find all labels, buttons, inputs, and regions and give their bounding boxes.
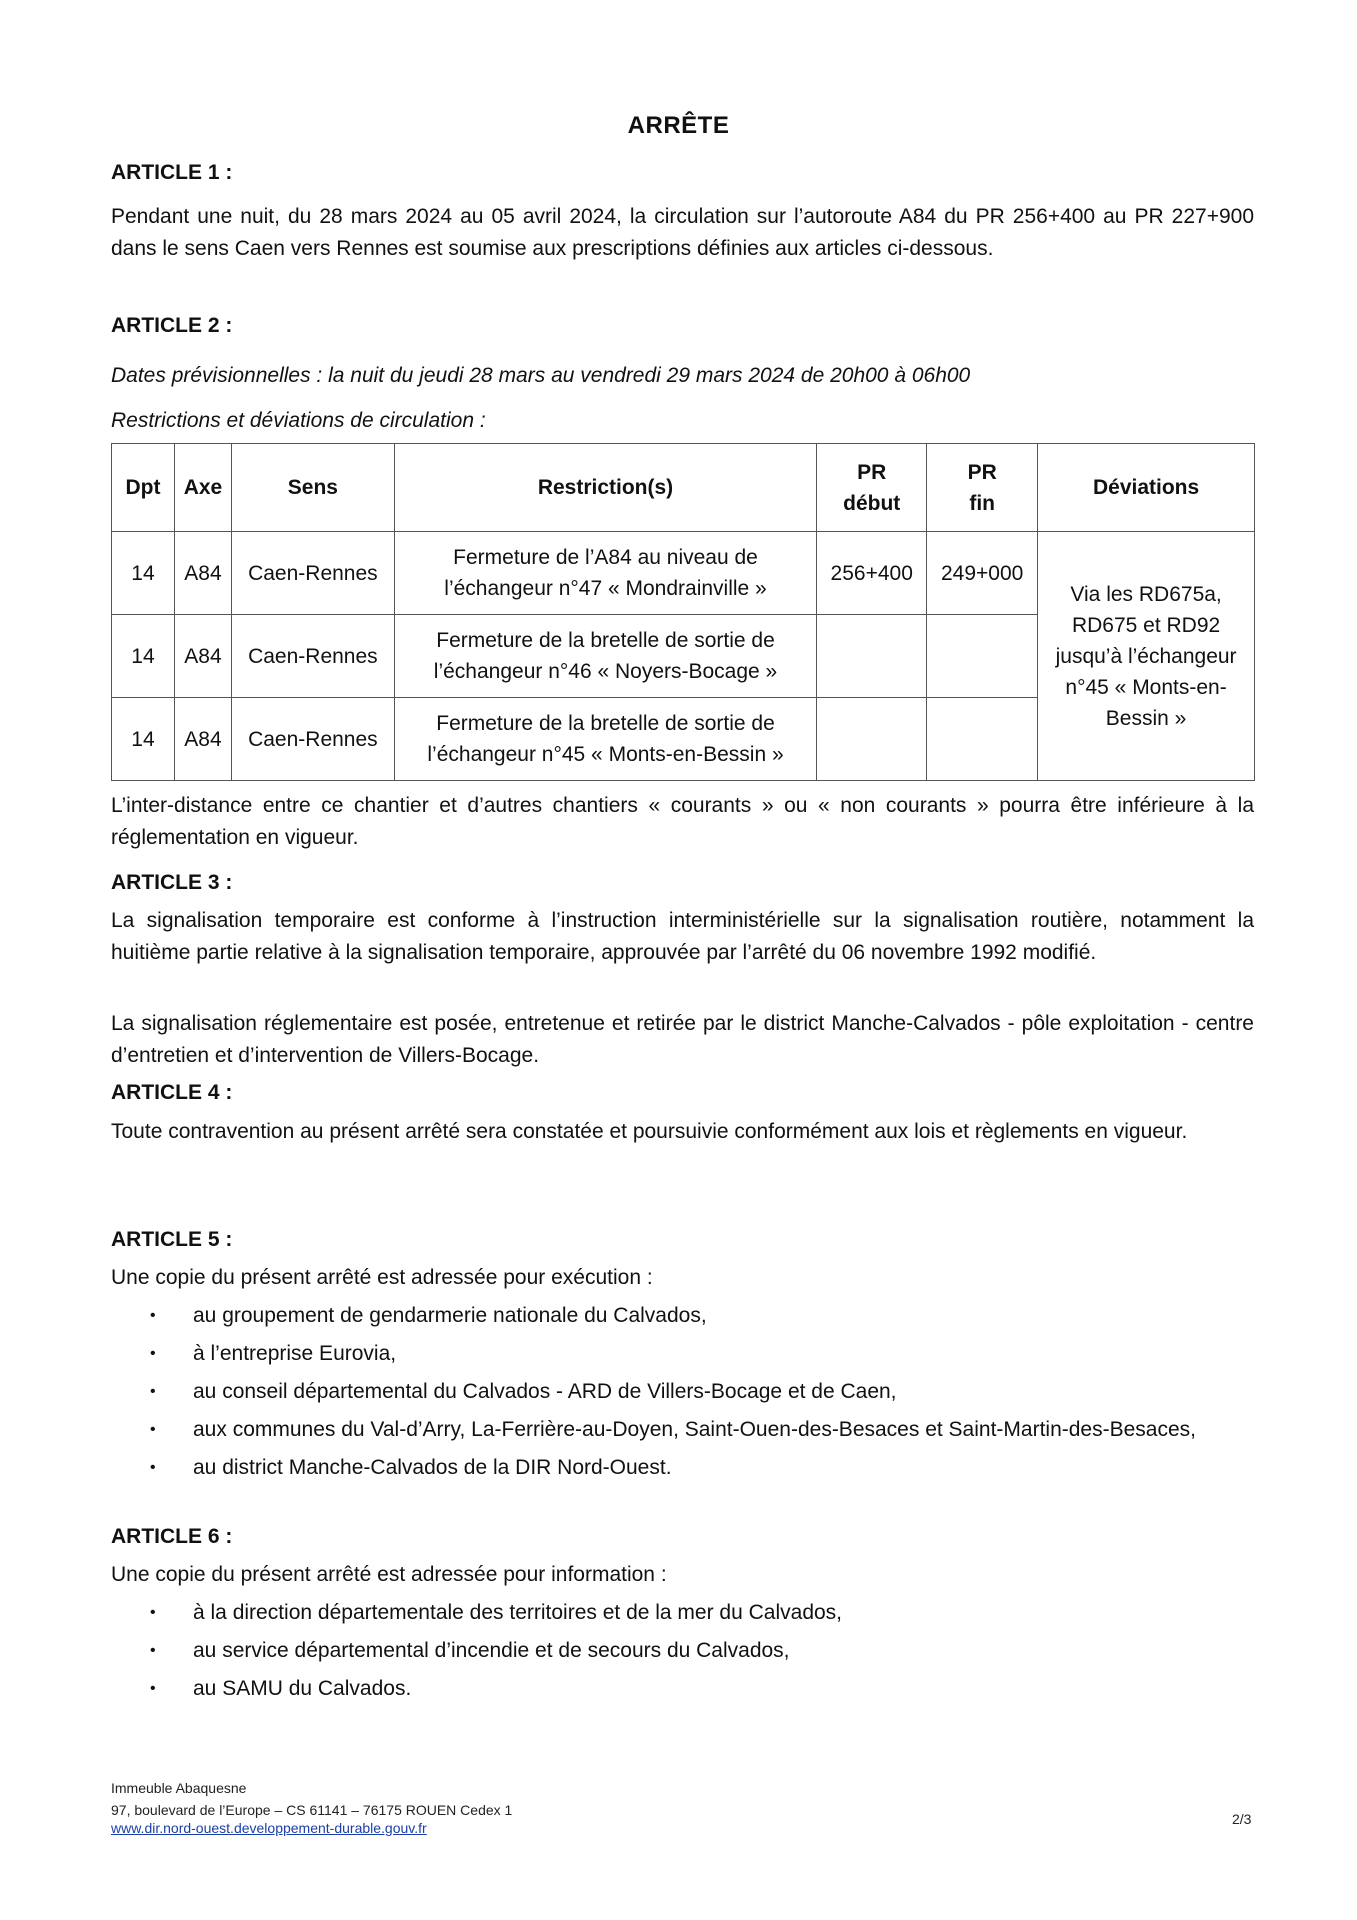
footer-street: 97, boulevard de l’Europe – CS 61141 – 76175 ROUEN Cedex 1 xyxy=(111,1802,513,1818)
header-pr-fin-line1: PR xyxy=(967,460,997,484)
cell-dpt: 14 xyxy=(112,615,175,698)
information-list xyxy=(111,1597,1254,1705)
list-item-text: à la direction départementale des territoires et de la mer du Calvados, xyxy=(193,1601,843,1624)
inter-distance-note: L’inter-distance entre ce chantier et d’autres chantiers « courants » ou « non courants » pourra être inférieure à la réglementation en vigueur. xyxy=(111,794,1254,849)
header-pr-fin xyxy=(927,444,1038,532)
cell-pr-fin: 249+000 xyxy=(927,532,1038,615)
article-2-heading: ARTICLE 2 : xyxy=(111,314,233,337)
cell-dpt: 14 xyxy=(112,698,175,781)
header-deviations: Déviations xyxy=(1038,444,1255,532)
list-item xyxy=(111,1414,1254,1446)
cell-pr-fin xyxy=(927,615,1038,698)
restrictions-table xyxy=(111,443,1255,781)
list-item xyxy=(111,1338,1254,1370)
article-5-intro: Une copie du présent arrêté est adressée pour exécution : xyxy=(111,1266,653,1289)
cell-axe: A84 xyxy=(174,615,231,698)
list-item-text: au groupement de gendarmerie nationale du Calvados, xyxy=(193,1304,707,1327)
bullet-icon: • xyxy=(150,1642,156,1659)
cell-pr-debut xyxy=(817,698,927,781)
header-pr-debut-line1: PR xyxy=(857,460,887,484)
list-item xyxy=(111,1300,1254,1332)
article-3-heading: ARTICLE 3 : xyxy=(111,871,233,894)
list-item xyxy=(111,1673,1254,1705)
bullet-icon: • xyxy=(150,1345,156,1362)
list-item-text: au conseil départemental du Calvados - ARD de Villers-Bocage et de Caen, xyxy=(193,1380,897,1403)
footer-website-link[interactable]: www.dir.nord-ouest.developpement-durable.gouv.fr xyxy=(111,1820,427,1836)
bullet-icon: • xyxy=(150,1421,156,1438)
list-item-text: à l’entreprise Eurovia, xyxy=(193,1342,397,1365)
cell-restriction: Fermeture de l’A84 au niveau de l’échangeur n°47 « Mondrainville » xyxy=(394,532,816,615)
list-item-text: aux communes du Val-d’Arry, La-Ferrière-au-Doyen, Saint-Ouen-des-Besaces et Saint-Martin-des-Besaces, xyxy=(193,1418,1196,1441)
article-5-heading: ARTICLE 5 : xyxy=(111,1228,233,1251)
table-header-row xyxy=(112,444,1255,532)
cell-pr-fin xyxy=(927,698,1038,781)
list-item-text: au service départemental d’incendie et de secours du Calvados, xyxy=(193,1639,790,1662)
footer-building: Immeuble Abaquesne xyxy=(111,1780,247,1796)
list-item xyxy=(111,1635,1254,1667)
list-item-text: au SAMU du Calvados. xyxy=(193,1677,412,1700)
header-pr-debut xyxy=(817,444,927,532)
article-3-text-1: La signalisation temporaire est conforme à l’instruction interministérielle sur la signalisation routière, notamment la huitième partie relative à la signalisation temporaire, approuvée par l’arrêté du 06 novembre 1992 modifié. xyxy=(111,909,1254,964)
list-item xyxy=(111,1597,1254,1629)
bullet-icon: • xyxy=(150,1604,156,1621)
dates-previsionnelles: Dates prévisionnelles : la nuit du jeudi 28 mars au vendredi 29 mars 2024 de 20h00 à 06h00 xyxy=(111,364,971,387)
header-pr-fin-line2: fin xyxy=(969,491,995,515)
cell-restriction: Fermeture de la bretelle de sortie de l’échangeur n°45 « Monts-en-Bessin » xyxy=(394,698,816,781)
cell-dpt: 14 xyxy=(112,532,175,615)
document-title: ARRÊTE xyxy=(627,112,730,139)
list-item-text: au district Manche-Calvados de la DIR Nord-Ouest. xyxy=(193,1456,672,1479)
article-6-heading: ARTICLE 6 : xyxy=(111,1525,233,1548)
header-pr-debut-line2: début xyxy=(843,491,901,515)
list-item xyxy=(111,1452,1254,1484)
bullet-icon: • xyxy=(150,1680,156,1697)
cell-sens: Caen-Rennes xyxy=(231,698,394,781)
restrictions-label: Restrictions et déviations de circulation : xyxy=(111,409,486,432)
cell-sens: Caen-Rennes xyxy=(231,532,394,615)
article-6-intro: Une copie du présent arrêté est adressée pour information : xyxy=(111,1563,667,1586)
cell-pr-debut xyxy=(817,615,927,698)
cell-restriction: Fermeture de la bretelle de sortie de l’échangeur n°46 « Noyers-Bocage » xyxy=(394,615,816,698)
bullet-icon: • xyxy=(150,1459,156,1476)
header-sens: Sens xyxy=(231,444,394,532)
header-axe: Axe xyxy=(174,444,231,532)
article-4-heading: ARTICLE 4 : xyxy=(111,1081,233,1104)
execution-list xyxy=(111,1300,1254,1484)
header-dpt: Dpt xyxy=(112,444,175,532)
article-4-text: Toute contravention au présent arrêté sera constatée et poursuivie conformément aux lois et règlements en vigueur. xyxy=(111,1120,1188,1143)
footer-address xyxy=(111,1779,512,1837)
table-row xyxy=(112,532,1255,615)
cell-axe: A84 xyxy=(174,532,231,615)
article-1-text: Pendant une nuit, du 28 mars 2024 au 05 avril 2024, la circulation sur l’autoroute A84 du PR 256+400 au PR 227+900 dans le sens Caen vers Rennes est soumise aux prescriptions définies aux articles ci-dessous. xyxy=(111,205,1254,260)
article-3-text-2: La signalisation réglementaire est posée, entretenue et retirée par le district Manche-Calvados - pôle exploitation - centre d’entretien et d’intervention de Villers-Bocage. xyxy=(111,1012,1254,1067)
cell-axe: A84 xyxy=(174,698,231,781)
bullet-icon: • xyxy=(150,1383,156,1400)
cell-deviation: Via les RD675a, RD675 et RD92 jusqu’à l’échangeur n°45 « Monts-en-Bessin » xyxy=(1038,532,1255,781)
article-1-heading: ARTICLE 1 : xyxy=(111,161,233,184)
list-item xyxy=(111,1376,1254,1408)
cell-sens: Caen-Rennes xyxy=(231,615,394,698)
page-number: 2/3 xyxy=(1232,1811,1252,1827)
cell-pr-debut: 256+400 xyxy=(817,532,927,615)
header-restriction: Restriction(s) xyxy=(394,444,816,532)
bullet-icon: • xyxy=(150,1307,156,1324)
